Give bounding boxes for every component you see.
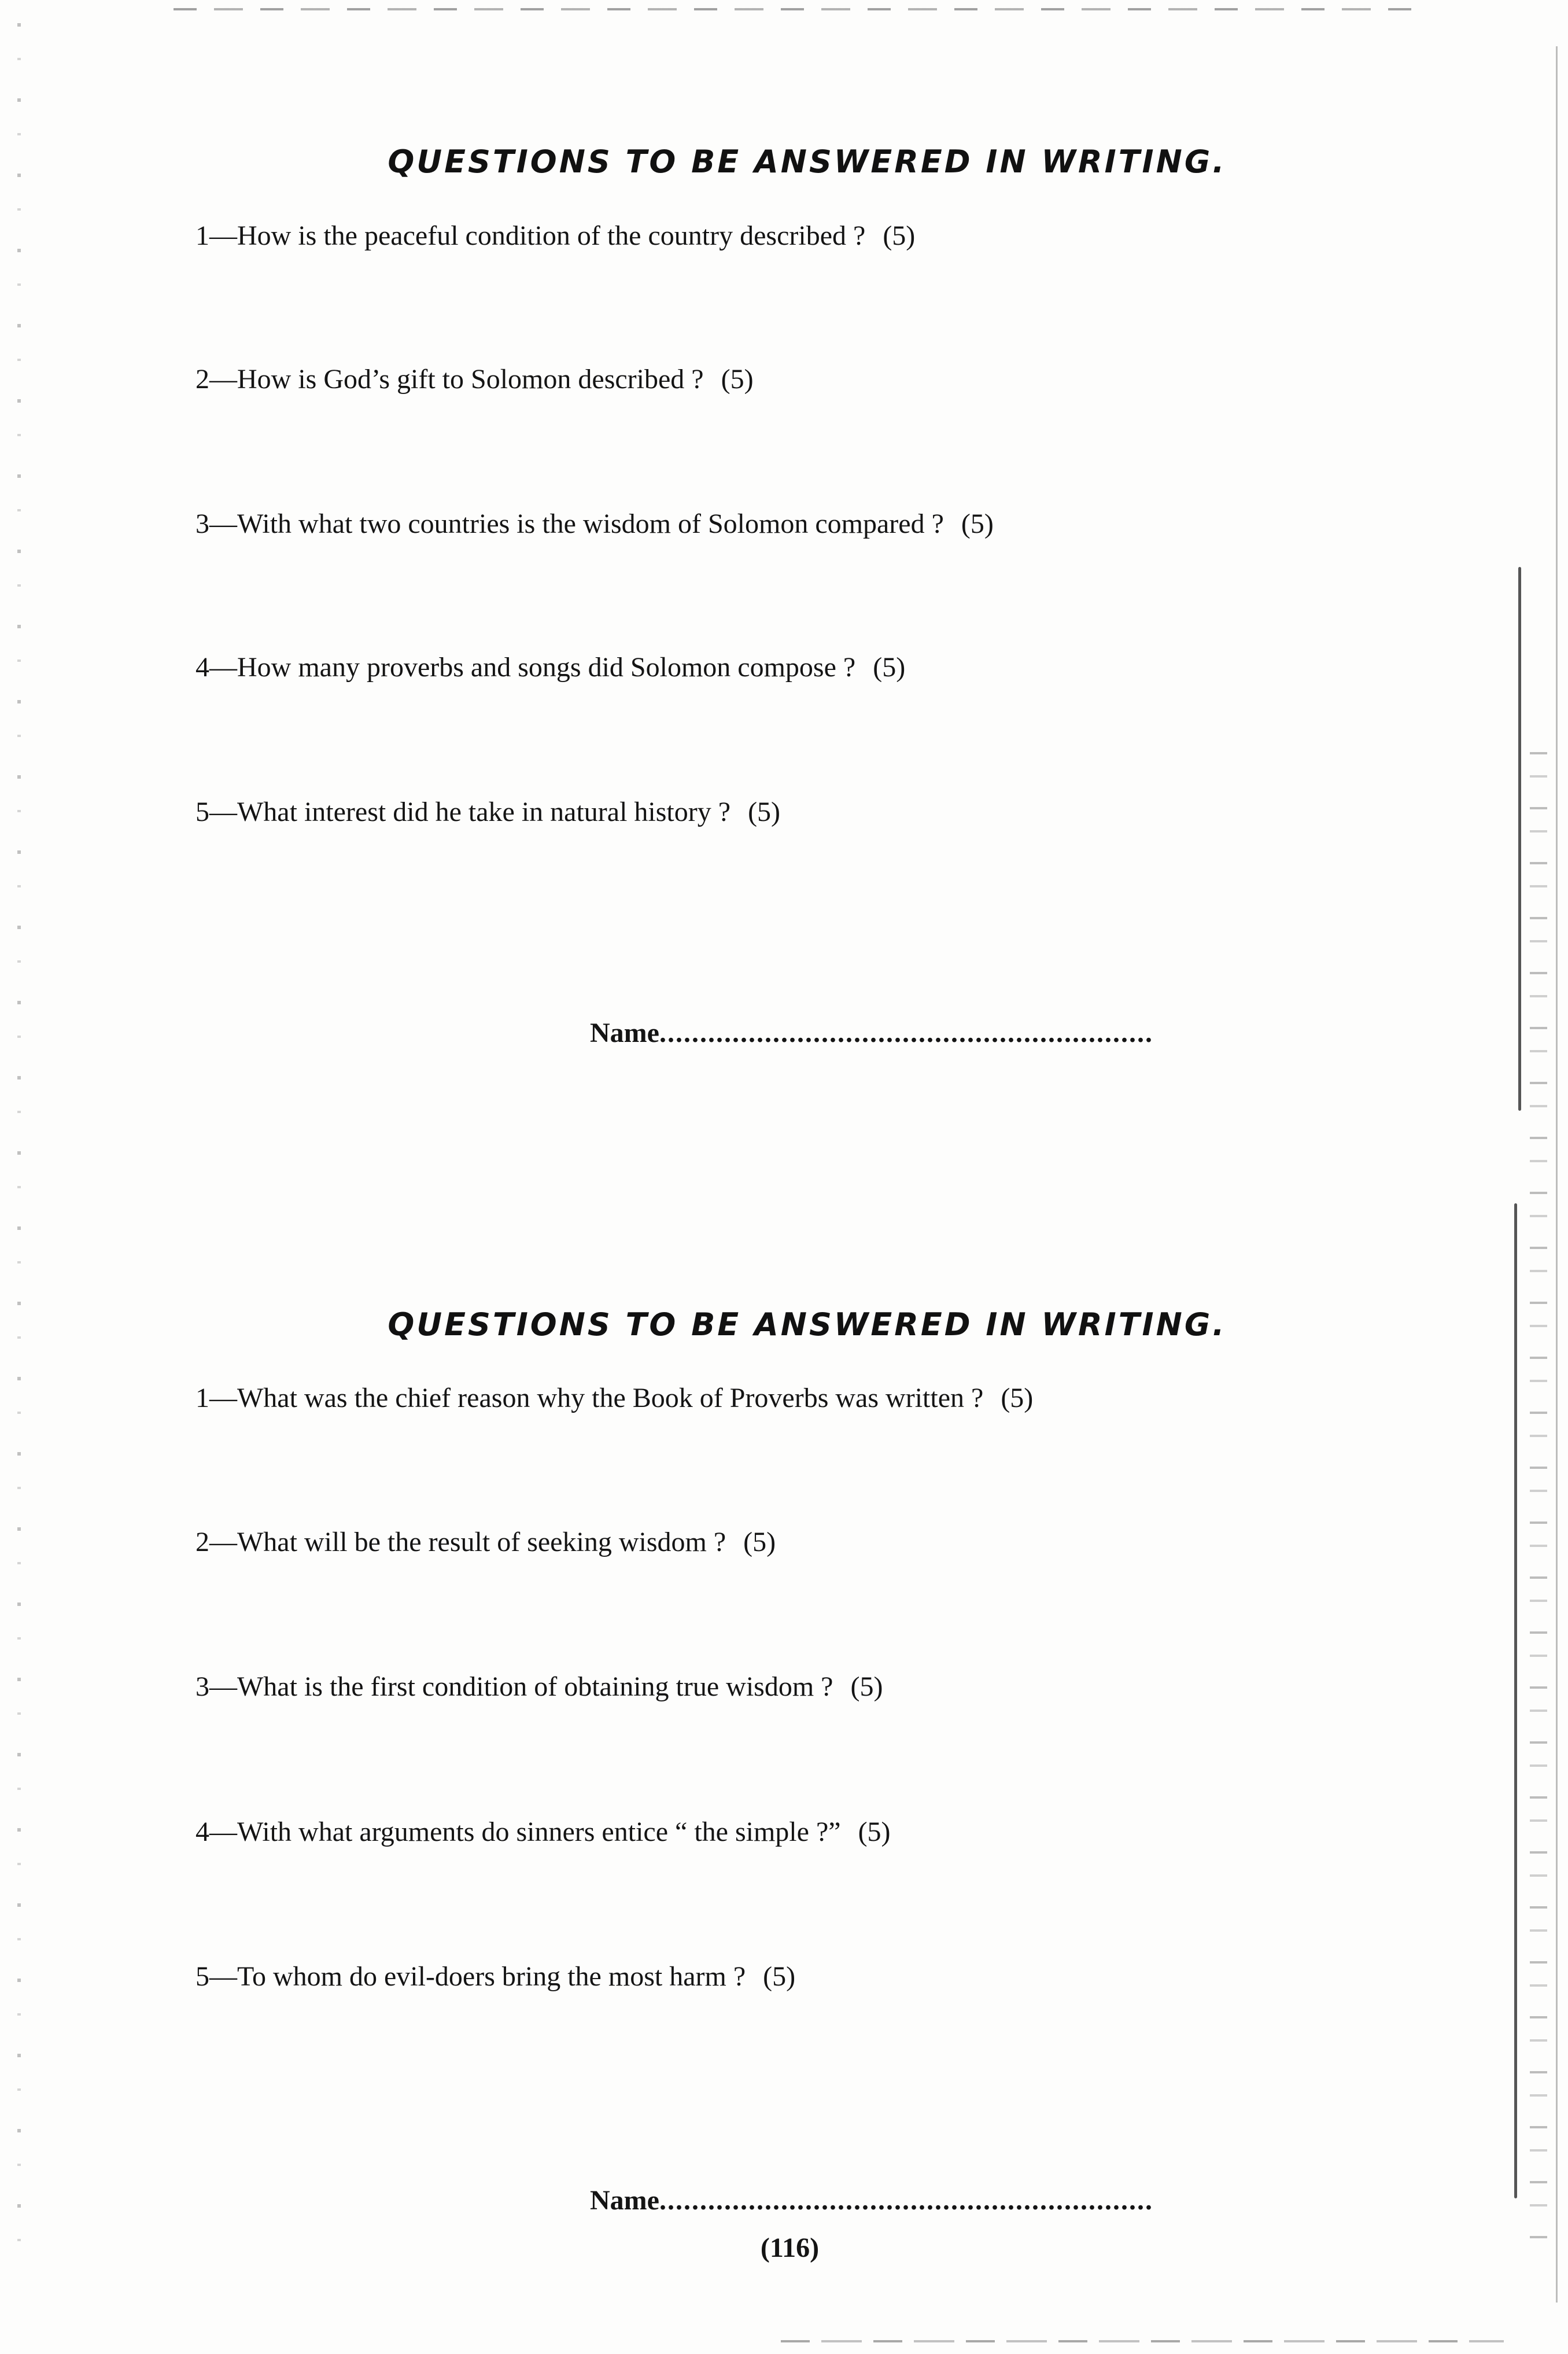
question-marks: (5) bbox=[743, 1527, 776, 1557]
question-marks: (5) bbox=[1001, 1383, 1034, 1413]
page-number: (116) bbox=[760, 2233, 820, 2263]
question-marks: (5) bbox=[748, 797, 781, 827]
section-2-question-4 bbox=[195, 1818, 891, 1846]
section-2-question-5 bbox=[195, 1963, 795, 1991]
name-label: Name bbox=[590, 1019, 659, 1047]
section-1-name-field[interactable] bbox=[590, 1019, 1423, 1047]
question-text: 4—With what arguments do sinners entice “ the simple ?” bbox=[195, 1817, 841, 1847]
question-text: 1—How is the peaceful condition of the country described ? bbox=[195, 220, 866, 251]
question-marks: (5) bbox=[961, 509, 994, 539]
question-text: 2—What will be the result of seeking wisdom ? bbox=[195, 1527, 726, 1557]
question-marks: (5) bbox=[850, 1671, 883, 1702]
binding-edge-upper bbox=[1518, 567, 1521, 1111]
section-2-question-3 bbox=[195, 1673, 883, 1701]
question-text: 4—How many proverbs and songs did Solomon compose ? bbox=[195, 652, 856, 683]
section-1-question-2 bbox=[195, 366, 754, 393]
scan-edge-top bbox=[174, 8, 1417, 10]
scan-edge-left bbox=[17, 23, 21, 2279]
section-2-name-field[interactable] bbox=[590, 2187, 1423, 2215]
section-1-heading: QUESTIONS TO BE ANSWERED IN WRITING. bbox=[388, 143, 1227, 180]
section-2-question-1 bbox=[195, 1384, 1033, 1412]
name-label: Name bbox=[590, 2187, 659, 2215]
question-text: 3—With what two countries is the wisdom of Solomon compared ? bbox=[195, 509, 944, 539]
question-text: 2—How is God’s gift to Solomon described ? bbox=[195, 364, 704, 395]
name-dotted-line: ............................................................. bbox=[659, 1019, 1153, 1047]
section-1-question-4 bbox=[195, 654, 905, 681]
question-marks: (5) bbox=[883, 220, 916, 251]
scan-edge-speckles bbox=[1530, 752, 1547, 2256]
question-marks: (5) bbox=[858, 1817, 891, 1847]
binding-edge-lower bbox=[1514, 1203, 1517, 2198]
question-marks: (5) bbox=[763, 1961, 796, 1992]
scan-edge-right bbox=[1556, 46, 1558, 2303]
section-1-question-5 bbox=[195, 798, 780, 826]
scan-edge-bottom bbox=[781, 2340, 1504, 2342]
question-text: 5—What interest did he take in natural history ? bbox=[195, 797, 731, 827]
question-text: 1—What was the chief reason why the Book of Proverbs was written ? bbox=[195, 1383, 984, 1413]
question-text: 3—What is the first condition of obtaining true wisdom ? bbox=[195, 1671, 833, 1702]
section-1-question-1 bbox=[195, 222, 915, 250]
name-dotted-line: ............................................................. bbox=[659, 2187, 1153, 2215]
question-marks: (5) bbox=[721, 364, 754, 395]
section-2-heading: QUESTIONS TO BE ANSWERED IN WRITING. bbox=[388, 1306, 1227, 1343]
section-1-question-3 bbox=[195, 510, 994, 538]
section-2-question-2 bbox=[195, 1528, 776, 1556]
question-marks: (5) bbox=[873, 652, 906, 683]
question-text: 5—To whom do evil-doers bring the most harm ? bbox=[195, 1961, 746, 1992]
